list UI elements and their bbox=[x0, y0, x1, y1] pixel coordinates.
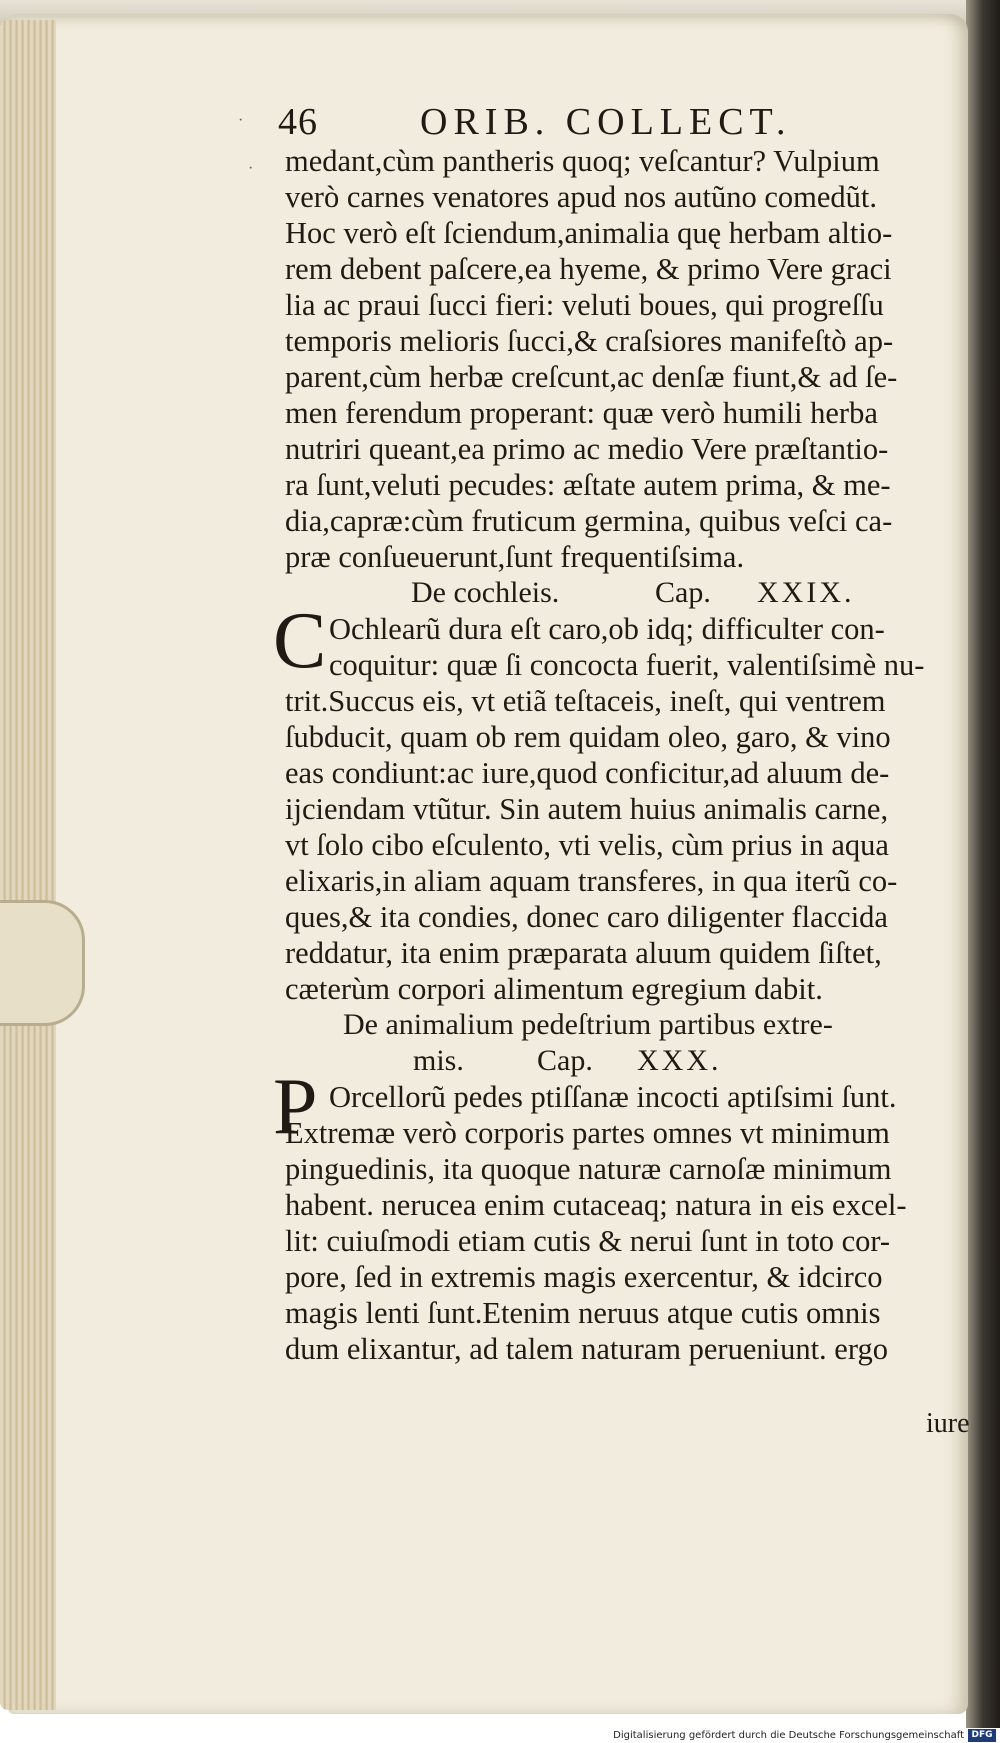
margin-dot: · bbox=[248, 160, 254, 177]
text-line: men ferendum properant: quæ verò humili herba bbox=[285, 396, 878, 430]
page-edge-stack bbox=[0, 20, 56, 1710]
chapter-30-title: De animalium pedeſtrium partibus extre- bbox=[343, 1008, 833, 1041]
chapter-29-number: XXIX. bbox=[757, 576, 855, 609]
text-line: trit.Succus eis, vt etiã teſtaceis, ineſt, qui ventrem bbox=[285, 684, 886, 718]
text-line: medant,cùm pantheris quoq; veſcantur? Vulpium bbox=[285, 144, 880, 178]
text-line: nutriri queant,ea primo ac medio Vere præſtantio- bbox=[285, 432, 889, 466]
digitization-credit: Digitalisierung gefördert durch die Deutsche Forschungsgemeinschaft bbox=[613, 1730, 964, 1741]
text-line: ijciendam vtũtur. Sin autem huius animalis carne, bbox=[285, 792, 889, 826]
text-line: ſubducit, quam ob rem quidam oleo, garo, & vino bbox=[285, 720, 891, 754]
text-line: verò carnes venatores apud nos autũno comedũt. bbox=[285, 180, 878, 214]
text-line: lia ac praui ſucci fieri: veluti boues, qui progreſſu bbox=[285, 288, 884, 322]
text-line: temporis melioris ſucci,& craſsiores manifeſtò ap- bbox=[285, 324, 894, 358]
text-line: dia,capræ:cùm fruticum germina, quibus veſci ca- bbox=[285, 504, 893, 538]
text-line: Ochlearũ dura eſt caro,ob idq; difficulter con- bbox=[329, 612, 885, 646]
text-line: præ conſueuerunt,ſunt frequentiſsima. bbox=[285, 540, 745, 574]
text-line: Orcellorũ pedes ptiſſanæ incocti aptiſsimi ſunt. bbox=[329, 1080, 897, 1114]
page-edge-tab bbox=[0, 900, 85, 1026]
chapter-29-title: De cochleis. bbox=[411, 576, 560, 609]
chapter-30-title-cont: mis. bbox=[413, 1044, 464, 1077]
dropcap-p: P bbox=[273, 1063, 318, 1151]
text-line: ques,& ita condies, donec caro diligenter flaccida bbox=[285, 900, 888, 934]
text-line: coquitur: quæ ſi concocta fuerit, valentiſsimè nu- bbox=[329, 648, 925, 682]
text-line: magis lenti ſunt.Etenim neruus atque cutis omnis bbox=[285, 1296, 881, 1330]
text-line: pinguedinis, ita quoque naturæ carnoſæ minimum bbox=[285, 1152, 892, 1186]
text-line: habent. nerucea enim cutaceaq; natura in eis excel- bbox=[285, 1188, 907, 1222]
margin-dot: · bbox=[238, 112, 244, 129]
text-line: Hoc verò eſt ſciendum,animalia quę herbam altio- bbox=[285, 216, 893, 250]
dropcap-c: C bbox=[273, 597, 327, 685]
catchword: iure bbox=[926, 1408, 970, 1439]
dfg-logo: DFG bbox=[968, 1729, 996, 1742]
chapter-30-cap: Cap. bbox=[537, 1044, 593, 1077]
text-line: elixaris,in aliam aquam transferes, in qua iterũ co- bbox=[285, 864, 898, 898]
chapter-30-number: XXX. bbox=[637, 1044, 722, 1077]
text-line: Extremæ verò corporis partes omnes vt minimum bbox=[285, 1116, 890, 1150]
text-line: pore, ſed in extremis magis exercentur, & idcirco bbox=[285, 1260, 883, 1294]
text-line: eas condiunt:ac iure,quod conficitur,ad aluum de- bbox=[285, 756, 890, 790]
text-line: dum elixantur, ad talem naturam perueniunt. ergo bbox=[285, 1332, 888, 1366]
text-line: parent,cùm herbæ creſcunt,ac denſæ fiunt,& ad ſe- bbox=[285, 360, 898, 394]
page-number: 46 bbox=[278, 101, 318, 143]
text-line: rem debent paſcere,ea hyeme, & primo Vere graci bbox=[285, 252, 892, 286]
text-line: reddatur, ita enim præparata aluum quidem ſiſtet, bbox=[285, 936, 882, 970]
text-line: cæterùm corpori alimentum egregium dabit. bbox=[285, 972, 823, 1006]
chapter-29-cap: Cap. bbox=[655, 576, 711, 609]
scan-background-right bbox=[966, 0, 1000, 1728]
running-title: ORIB. COLLECT. bbox=[420, 101, 792, 143]
text-line: ra ſunt,veluti pecudes: æſtate autem prima, & me- bbox=[285, 468, 891, 502]
text-line: lit: cuiuſmodi etiam cutis & nerui ſunt in toto cor- bbox=[285, 1224, 891, 1258]
text-line: vt ſolo cibo eſculento, vti velis, cùm prius in aqua bbox=[285, 828, 889, 862]
